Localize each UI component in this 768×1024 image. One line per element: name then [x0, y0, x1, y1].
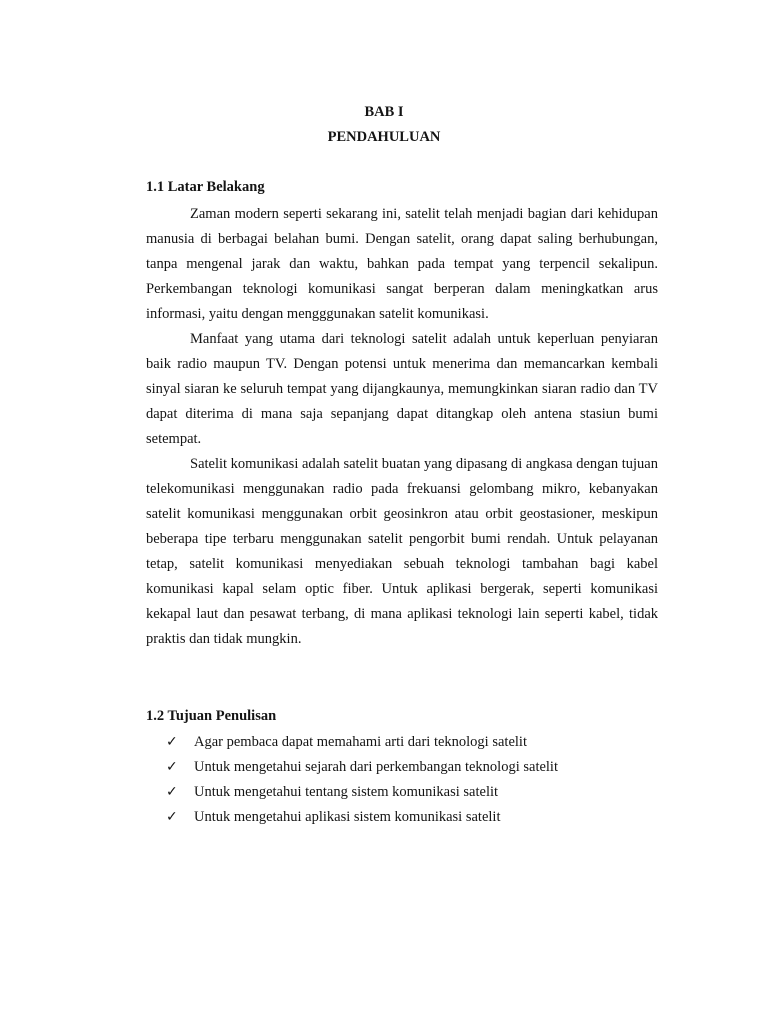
list-item-text: Untuk mengetahui tentang sistem komunikasi satelit [194, 784, 499, 800]
objectives-list [166, 730, 558, 830]
list-item [166, 805, 558, 830]
chapter-title: PENDAHULUAN [327, 129, 441, 145]
check-mark-icon: ✓ [166, 734, 178, 750]
check-mark-icon: ✓ [166, 784, 178, 800]
paragraph-2: Manfaat yang utama dari teknologi satelit adalah untuk keperluan penyiaran baik radio maupun TV. Dengan potensi untuk menerima dan memancarkan kembali sinyal siaran ke seluruh tempat yang dijangkaunya, memungkinkan siaran radio dan TV dapat diterima di mana saja sepanjang dapat ditangkap oleh antena stasiun bumi setempat. [146, 331, 658, 447]
check-mark-icon: ✓ [166, 759, 178, 775]
section-title-tujuan-penulisan: 1.2 Tujuan Penulisan [146, 708, 277, 724]
paragraph-3: Satelit komunikasi adalah satelit buatan yang dipasang di angkasa dengan tujuan telekomunikasi menggunakan radio pada frekuansi gelombang mikro, kebanyakan satelit komunikasi menggunakan orbit geosinkron atau orbit geostasioner, meskipun beberapa tipe terbaru menggunakan satelit pengorbit bumi rendah. Untuk pelayanan tetap, satelit komunikasi menyediakan sebuah teknologi tambahan bagi kabel komunikasi kapal selam optic fiber. Untuk aplikasi bergerak, seperti komunikasi kekapal laut dan pesawat terbang, di mana aplikasi teknologi lain seperti kabel, tidak praktis dan tidak mungkin. [146, 456, 658, 647]
check-mark-icon: ✓ [166, 809, 178, 825]
list-item-text: Untuk mengetahui aplikasi sistem komunikasi satelit [194, 809, 501, 825]
list-item [166, 755, 558, 780]
list-item [166, 730, 558, 755]
list-item-text: Agar pembaca dapat memahami arti dari teknologi satelit [194, 734, 527, 750]
list-item [166, 780, 558, 805]
paragraph-1: Zaman modern seperti sekarang ini, satelit telah menjadi bagian dari kehidupan manusia di berbagai belahan bumi. Dengan satelit, orang dapat saling berhubungan, tanpa mengenal jarak dan waktu, bahkan pada tempat yang terpencil sekalipun. Perkembangan teknologi komunikasi sangat berperan dalam meningkatkan arus informasi, yaitu dengan mengggunakan satelit komunikasi. [146, 206, 658, 322]
section-title-latar-belakang: 1.1 Latar Belakang [146, 179, 265, 195]
list-item-text: Untuk mengetahui sejarah dari perkembangan teknologi satelit [194, 759, 558, 775]
chapter-number: BAB I [364, 104, 404, 120]
